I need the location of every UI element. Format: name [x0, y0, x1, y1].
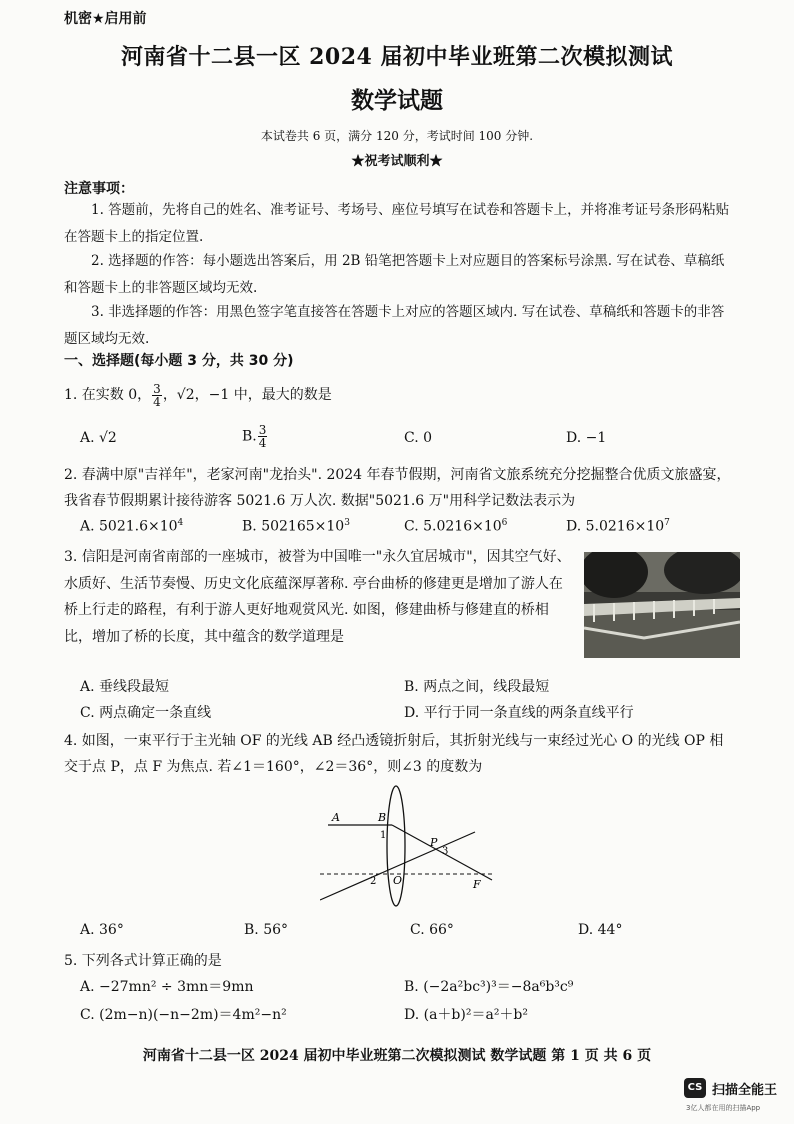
section-heading: 一、选择题(每小题 3 分，共 30 分) — [64, 353, 294, 369]
exam-title: 河南省十二县一区 2024 届初中毕业班第二次模拟测试 — [120, 44, 674, 70]
q2-opt-d-exp: 7 — [664, 518, 670, 528]
q1-optb-num: 3 — [258, 423, 267, 437]
q2-option-a — [80, 518, 183, 535]
label-O: O — [393, 874, 403, 887]
notice-item-2: 2. 选择题的作答：每小题选出答案后，用 2B 铅笔把答题卡上对应题目的答案标号涂黑. 写在试卷、草稿纸和答题卡上的非答题区域均无效. — [64, 253, 725, 296]
question-5-stem: 5. 下列各式计算正确的是 — [64, 953, 222, 969]
q4-option-b: B. 56° — [244, 922, 289, 938]
page-footer: 河南省十二县一区 2024 届初中毕业班第二次模拟测试 数学试题 第 1 页 共 6 页 — [142, 1048, 652, 1064]
notice-item-1: 1. 答题前，先将自己的姓名、准考证号、考场号、座位号填写在试卷和答题卡上，并将准考证号条形码粘贴在答题卡上的指定位置. — [64, 202, 730, 245]
q2-option-d — [566, 518, 670, 535]
bridge-photo-image — [584, 552, 740, 658]
subject-title: 数学试题 — [351, 87, 443, 114]
q1-option-b-fraction — [258, 424, 268, 449]
q2-opt-a-text: A. 5021.6×10 — [80, 518, 178, 535]
label-F: F — [473, 878, 481, 891]
lens-diagram-svg — [320, 780, 510, 912]
q2-option-b — [242, 518, 350, 535]
q4-option-a: A. 36° — [80, 922, 124, 938]
q2-opt-b-exp: 3 — [344, 518, 350, 528]
q1-frac-num: 3 — [153, 381, 161, 396]
camscanner-logo-icon: CS — [684, 1078, 706, 1098]
q2-option-c — [404, 518, 507, 535]
q2-opt-c-text: C. 5.0216×10 — [404, 518, 502, 535]
q1-frac-den: 4 — [153, 394, 161, 409]
q2-opt-b-text: B. 502165×10 — [242, 518, 345, 535]
exam-info: 本试卷共 6 页，满分 120 分，考试时间 100 分钟. — [260, 129, 534, 143]
label-angle-2: 2 — [370, 876, 377, 887]
question-1-stem — [64, 382, 332, 408]
q2-opt-c-exp: 6 — [501, 518, 508, 528]
q1-option-d: D. −1 — [566, 430, 607, 446]
label-A: A — [332, 811, 340, 824]
q1-optb-den: 4 — [258, 436, 267, 450]
q3-option-b: B. 两点之间，线段最短 — [404, 679, 550, 695]
q5-option-d: D. (a＋b)²＝a²＋b² — [404, 1007, 529, 1023]
camscanner-tagline: 3亿人都在用的扫描App — [686, 1104, 761, 1112]
q5-option-c: C. (2m−n)(−n−2m)＝4m²−n² — [80, 1007, 287, 1023]
bridge-photo — [584, 552, 740, 658]
q4-option-c: C. 66° — [410, 922, 454, 938]
q2-opt-a-exp: 4 — [177, 518, 184, 528]
q3-option-a: A. 垂线段最短 — [80, 679, 170, 695]
label-B: B — [378, 811, 387, 824]
label-P: P — [430, 836, 438, 849]
camscanner-name: 扫描全能王 — [712, 1083, 778, 1098]
label-angle-1: 1 — [380, 830, 387, 841]
q1-option-a: A. √2 — [80, 430, 117, 446]
notice-item-3: 3. 非选择题的作答：用黑色签字笔直接答在答题卡上对应的答题区域内. 写在试卷、草稿纸和答题卡的非答题区域均无效. — [64, 304, 725, 347]
q1-option-b-label: B. — [242, 428, 257, 445]
label-angle-3: 3 — [442, 846, 449, 857]
good-luck-line: ★祝考试顺利★ — [351, 154, 443, 169]
q4-option-d: D. 44° — [578, 922, 623, 938]
q3-option-c: C. 两点确定一条直线 — [80, 705, 212, 721]
q5-option-b: B. (−2a²bc³)³＝−8a⁶b³c⁹ — [404, 979, 574, 995]
q3-option-d: D. 平行于同一条直线的两条直线平行 — [404, 705, 634, 721]
q1-fraction — [152, 383, 162, 408]
q1-option-c: C. 0 — [404, 430, 433, 446]
question-2-stem: 2. 春满中原"吉祥年"，老家河南"龙抬头". 2024 年春节假期，河南省文旅系统充分挖掘整合优质文旅盛宴，我省春节假期累计接待游客 5021.6 万人次. 数据"5021.6 万"用科学记数法表示为 — [64, 467, 731, 509]
question-3-stem: 3. 信阳是河南省南部的一座城市，被誉为中国唯一"永久宜居城市"，因其空气好、水质好、生活节奏慢、历史文化底蕴深厚著称. 亭台曲桥的修建更是增加了游人在桥上行走的路程，有利于游人更好地观赏风光. 如图，修建曲桥与修建直的桥相比，增加了桥的长度，其中蕴含的数学道理是 — [64, 549, 571, 645]
q1-option-b — [242, 424, 268, 449]
q5-option-a: A. −27mn² ÷ 3mn＝9mn — [80, 979, 254, 995]
confidential-label: 机密★启用前 — [64, 11, 147, 27]
notice-heading: 注意事项： — [64, 181, 134, 197]
q1-stem-post: ，√2，−1 中，最大的数是 — [162, 387, 332, 403]
q2-opt-d-text: D. 5.0216×10 — [566, 518, 665, 535]
question-4-stem: 4. 如图，一束平行于主光轴 OF 的光线 AB 经凸透镜折射后，其折射光线与一束经过光心 O 的光线 OP 相交于点 P，点 F 为焦点. 若∠1＝160°，∠2＝36°，则∠3 的度数为 — [64, 733, 724, 775]
q1-stem-pre: 1. 在实数 0， — [64, 387, 152, 403]
lens-diagram — [320, 780, 510, 912]
